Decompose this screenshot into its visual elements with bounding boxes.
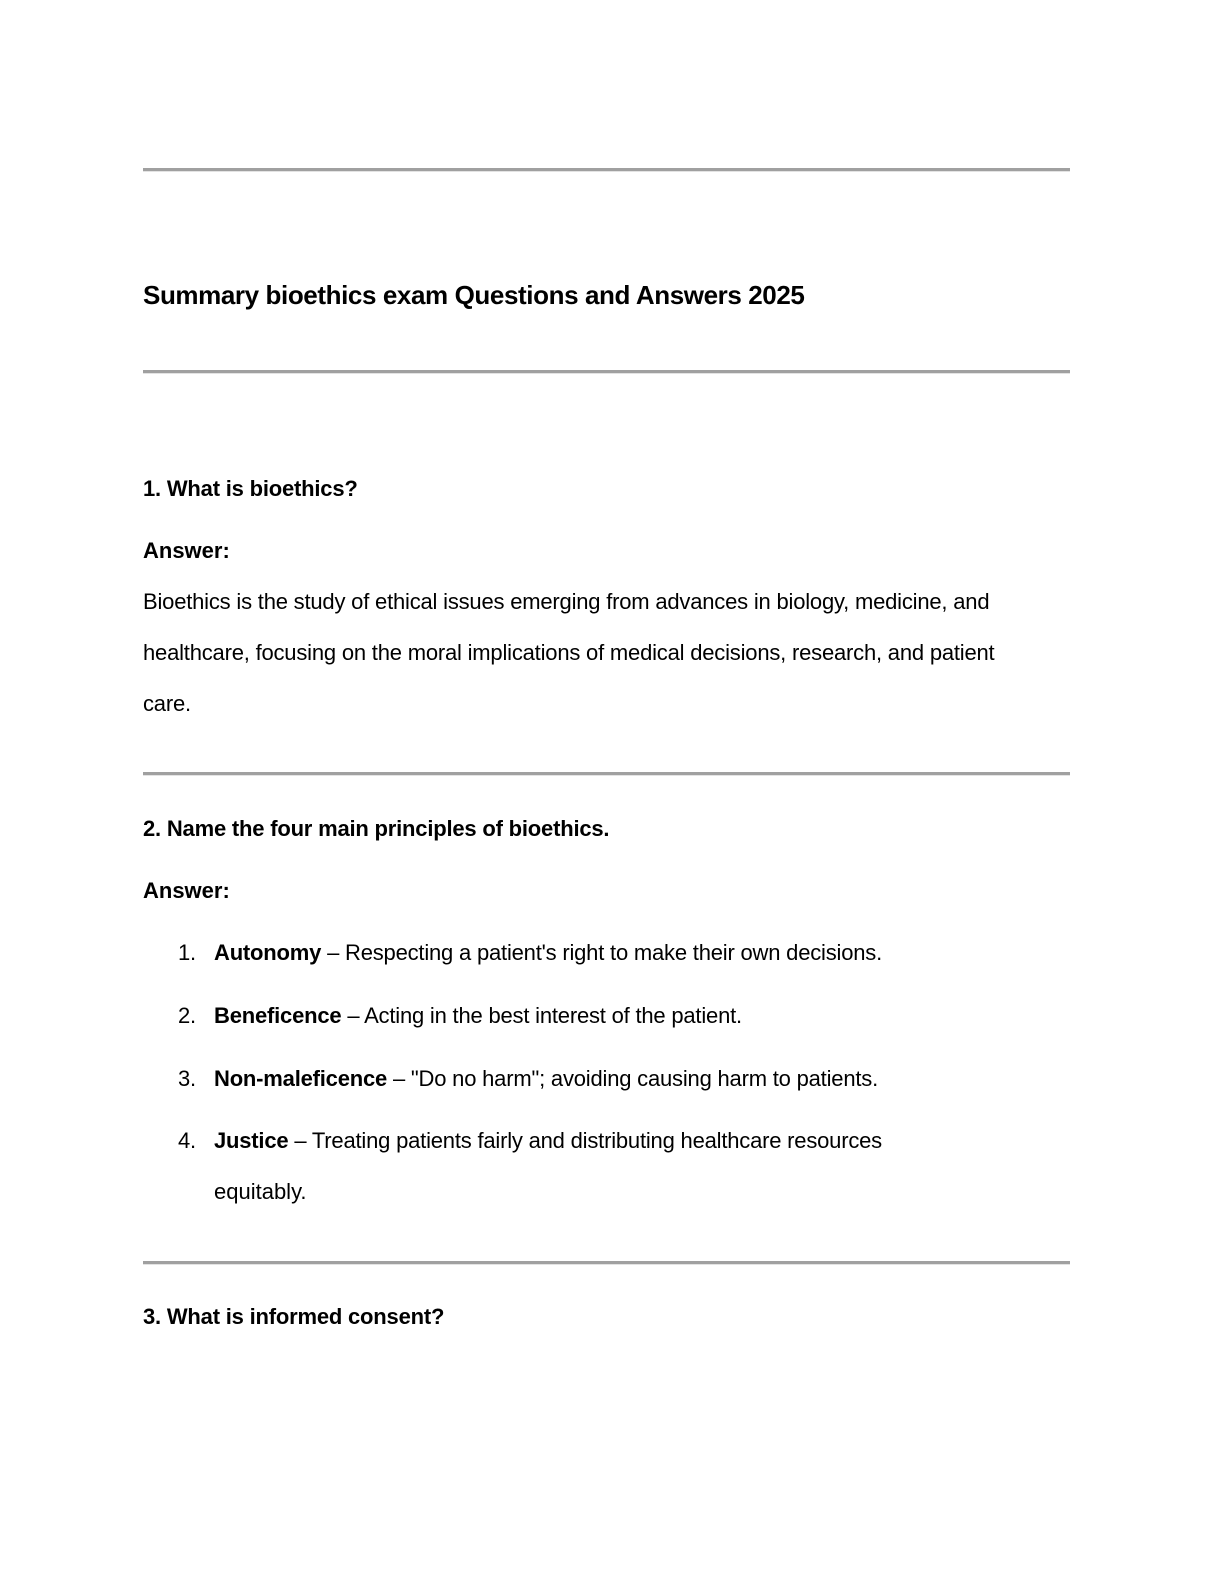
list-description: – "Do no harm"; avoiding causing harm to patients. <box>387 1066 878 1091</box>
question-heading: 1. What is bioethics? <box>143 476 358 501</box>
list-term: Autonomy <box>214 940 322 965</box>
list-description: – Respecting a patient's right to make their own decisions. <box>321 940 883 965</box>
divider <box>143 1261 1070 1265</box>
list-description-continuation: equitably. <box>214 1179 307 1204</box>
list-item <box>178 1128 882 1154</box>
question-heading: 3. What is informed consent? <box>143 1304 445 1329</box>
list-term: Justice <box>214 1128 289 1153</box>
answer-label: Answer: <box>143 538 230 563</box>
list-term: Non-maleficence <box>214 1066 388 1091</box>
list-item <box>178 1003 742 1029</box>
list-description: – Acting in the best interest of the patient. <box>341 1003 742 1028</box>
list-number: 1. <box>178 940 196 965</box>
document-title: Summary bioethics exam Questions and Answers 2025 <box>143 280 805 310</box>
list-term: Beneficence <box>214 1003 342 1028</box>
list-description: – Treating patients fairly and distributing healthcare resources <box>288 1128 882 1153</box>
divider <box>143 772 1070 776</box>
divider-title <box>143 370 1070 374</box>
answer-label: Answer: <box>143 878 230 903</box>
answer-text: Bioethics is the study of ethical issues emerging from advances in biology, medicine, and healthcare, focusing on the moral implications of medical decisions, research, and patient care. <box>143 589 995 716</box>
list-item <box>178 940 882 966</box>
list-number: 4. <box>178 1128 196 1153</box>
question-heading: 2. Name the four main principles of bioethics. <box>143 816 610 841</box>
divider-top <box>143 168 1070 172</box>
list-number: 3. <box>178 1066 196 1091</box>
list-number: 2. <box>178 1003 196 1028</box>
list-item <box>178 1066 878 1092</box>
